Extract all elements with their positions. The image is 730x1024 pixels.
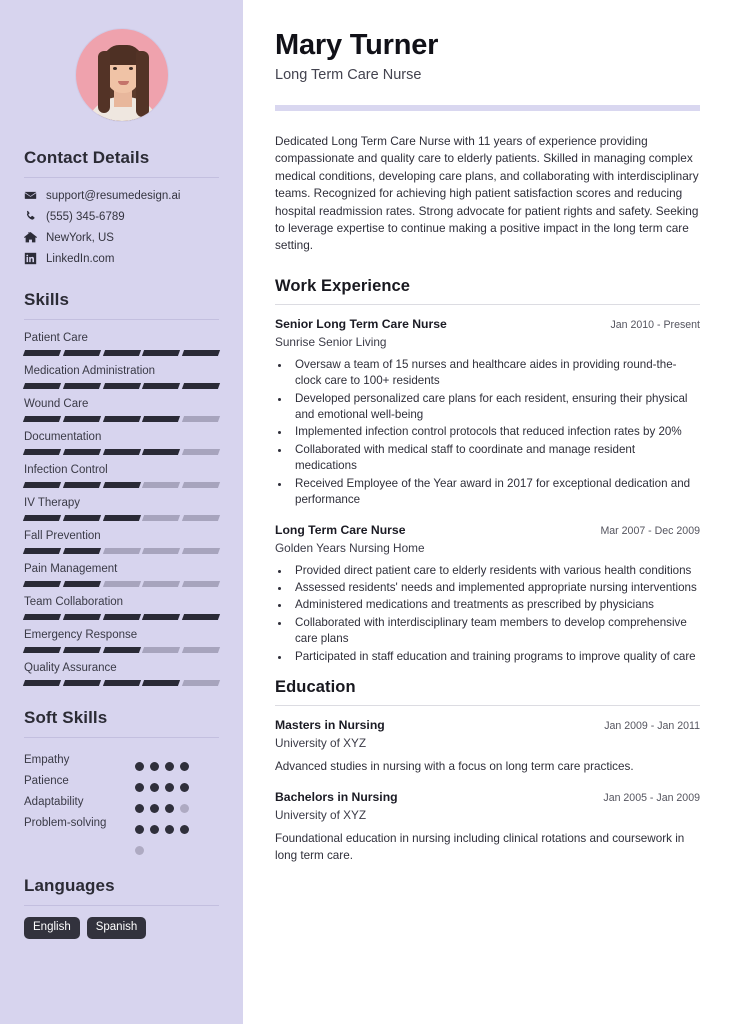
skill-label: Pain Management <box>24 563 118 575</box>
divider <box>24 177 219 178</box>
work-entry-org: Sunrise Senior Living <box>275 334 387 349</box>
skill-item <box>24 529 219 554</box>
skill-rating-bar <box>24 548 219 554</box>
skill-item <box>24 562 219 587</box>
divider <box>24 905 219 906</box>
work-entry <box>275 522 700 665</box>
skill-segment <box>63 515 101 521</box>
soft-skill-item <box>24 791 219 812</box>
contact-value-location: NewYork, US <box>46 231 114 244</box>
work-entry-title: Long Term Care Nurse <box>275 522 406 537</box>
skill-segment <box>63 416 101 422</box>
skill-rating-bar <box>24 647 219 653</box>
skill-segment <box>23 548 61 554</box>
soft-skill-label: Patience <box>24 774 69 787</box>
work-experience-heading: Work Experience <box>275 276 411 295</box>
skill-segment <box>182 449 220 455</box>
skill-segment <box>142 581 180 587</box>
education-entry-date: Jan 2005 - Jan 2009 <box>603 792 700 805</box>
skills-section <box>0 290 243 686</box>
skill-segment <box>142 515 180 521</box>
skill-segment <box>182 647 220 653</box>
skill-item <box>24 331 219 356</box>
divider <box>24 319 219 320</box>
skill-segment <box>23 482 61 488</box>
skill-label: Wound Care <box>24 398 89 410</box>
skill-item <box>24 595 219 620</box>
soft-skill-item <box>24 812 219 833</box>
education-heading: Education <box>275 677 356 696</box>
skill-segment <box>23 515 61 521</box>
soft-skill-dot <box>165 762 174 771</box>
contact-item-linkedin[interactable] <box>24 252 219 265</box>
language-tag[interactable]: English <box>24 917 80 939</box>
work-entry-date: Mar 2007 - Dec 2009 <box>600 524 700 537</box>
work-entry <box>275 316 700 509</box>
work-bullet: • Assessed residents' needs and implemented appropriate nursing interventions <box>291 580 700 596</box>
soft-skill-dot <box>150 783 159 792</box>
skill-segment <box>142 647 180 653</box>
accent-divider <box>275 105 700 111</box>
contact-item-email[interactable] <box>24 189 219 202</box>
linkedin-icon <box>24 252 37 265</box>
education-entry-list <box>275 717 700 865</box>
soft-skill-item <box>24 770 219 791</box>
soft-skill-dot <box>135 804 144 813</box>
soft-skill-label: Adaptability <box>24 795 84 808</box>
education-entry-description: Foundational education in nursing including clinical rotations and coursework in long term care. <box>275 832 685 862</box>
soft-skill-dot <box>135 825 144 834</box>
home-icon <box>24 231 37 244</box>
divider <box>275 304 700 305</box>
skill-rating-bar <box>24 449 219 455</box>
skill-segment <box>103 449 141 455</box>
skill-item <box>24 496 219 521</box>
skill-segment <box>182 416 220 422</box>
soft-skill-rating <box>135 783 197 792</box>
contact-section <box>0 148 243 265</box>
soft-skill-dot <box>180 783 189 792</box>
skill-rating-bar <box>24 350 219 356</box>
skill-rating-bar <box>24 680 219 686</box>
work-entry-date: Jan 2010 - Present <box>610 318 700 331</box>
soft-skill-dot <box>180 825 189 834</box>
skill-segment <box>103 482 141 488</box>
skill-segment <box>23 647 61 653</box>
skill-segment <box>182 383 220 389</box>
skill-rating-bar <box>24 416 219 422</box>
soft-skill-dot <box>180 804 189 813</box>
skill-label: IV Therapy <box>24 497 81 509</box>
skill-segment <box>63 647 101 653</box>
soft-skill-dot <box>135 783 144 792</box>
divider <box>24 737 219 738</box>
education-entry-title: Bachelors in Nursing <box>275 790 398 805</box>
avatar <box>75 28 169 122</box>
skill-segment <box>23 350 61 356</box>
work-bullet: • Administered medications and treatments as prescribed by physicians <box>291 597 700 613</box>
skill-segment <box>142 482 180 488</box>
skill-segment <box>103 548 141 554</box>
soft-skill-label: Problem-solving <box>24 816 107 829</box>
work-bullet: • Collaborated with interdisciplinary team members to develop comprehensive care plans <box>291 615 700 648</box>
skill-segment <box>23 614 61 620</box>
skill-item <box>24 430 219 455</box>
work-bullet-list <box>291 563 700 665</box>
skill-segment <box>142 680 180 686</box>
skill-rating-bar <box>24 581 219 587</box>
skill-item <box>24 628 219 653</box>
work-bullet: • Provided direct patient care to elderly residents with various health conditions <box>291 563 700 579</box>
work-entry-org: Golden Years Nursing Home <box>275 540 425 555</box>
education-section <box>275 678 700 865</box>
skill-item <box>24 397 219 422</box>
skill-label: Documentation <box>24 431 102 443</box>
skill-segment <box>182 482 220 488</box>
contact-item-location[interactable] <box>24 231 219 244</box>
skill-segment <box>63 581 101 587</box>
sidebar <box>0 0 243 1024</box>
contact-section-title: Contact Details <box>24 148 150 167</box>
skill-segment <box>63 350 101 356</box>
skill-item <box>24 661 219 686</box>
skill-segment <box>63 614 101 620</box>
contact-list <box>24 189 219 265</box>
skill-item <box>24 364 219 389</box>
skill-label: Patient Care <box>24 332 88 344</box>
skill-segment <box>63 548 101 554</box>
soft-skill-rating <box>135 825 197 834</box>
soft-skill-label: Empathy <box>24 753 70 766</box>
work-bullet: • Developed personalized care plans for each resident, ensuring their physical and emotional well-being <box>291 391 700 424</box>
skill-segment <box>142 548 180 554</box>
phone-icon <box>24 210 37 223</box>
contact-item-phone[interactable] <box>24 210 219 223</box>
contact-value-phone: (555) 345-6789 <box>46 210 125 223</box>
skills-section-title: Skills <box>24 290 70 309</box>
work-bullet: • Oversaw a team of 15 nurses and healthcare aides in providing round-the-clock care to 100+ residents <box>291 357 700 390</box>
divider <box>275 705 700 706</box>
skill-segment <box>23 449 61 455</box>
skill-segment <box>142 416 180 422</box>
work-bullet: • Implemented infection control protocols that reduced infection rates by 20% <box>291 424 700 440</box>
skill-segment <box>182 548 220 554</box>
soft-skill-rating-overflow <box>135 846 197 855</box>
soft-skill-dot <box>165 825 174 834</box>
main-content <box>243 0 730 1024</box>
contact-value-linkedin: LinkedIn.com <box>46 252 115 265</box>
soft-skill-dot <box>150 762 159 771</box>
work-bullet: • Participated in staff education and training programs to improve quality of care <box>291 649 700 665</box>
skill-rating-bar <box>24 614 219 620</box>
work-entry-header <box>275 522 700 539</box>
skill-label: Quality Assurance <box>24 662 117 674</box>
education-entry-header <box>275 789 700 806</box>
skill-segment <box>23 383 61 389</box>
professional-summary: Dedicated Long Term Care Nurse with 11 years of experience providing compassionate and quality care to elderly patients. Skilled in managing complex medical conditions, developing care plans, and collaborating with interdisciplinary teams. Recognized for achieving high patient satisfaction scores and reducing hospital readmission rates. Strong advocate for patient rights and safety. Seeking to leverage expertise to continue making a positive impact in the long term care setting. <box>275 134 699 253</box>
soft-skill-dot <box>135 762 144 771</box>
languages-section-title: Languages <box>24 876 115 895</box>
envelope-icon <box>24 189 37 202</box>
page-title: Mary Turner <box>275 29 439 61</box>
skill-segment <box>142 449 180 455</box>
soft-skill-overflow <box>24 833 219 854</box>
contact-value-email: support@resumedesign.ai <box>46 189 181 202</box>
education-entry-description: Advanced studies in nursing with a focus on long term care practices. <box>275 759 634 773</box>
skill-segment <box>182 350 220 356</box>
soft-skills-list <box>24 749 219 854</box>
skill-segment <box>182 581 220 587</box>
soft-skill-rating <box>135 762 197 771</box>
soft-skill-dot <box>180 762 189 771</box>
skill-segment <box>142 614 180 620</box>
job-title-subtitle: Long Term Care Nurse <box>275 67 422 83</box>
skill-segment <box>23 680 61 686</box>
soft-skill-rating <box>135 804 197 813</box>
education-entry-org: University of XYZ <box>275 808 367 823</box>
skill-rating-bar <box>24 482 219 488</box>
soft-skill-dot <box>150 825 159 834</box>
profile-photo-wrap <box>0 28 243 122</box>
skill-segment <box>63 383 101 389</box>
education-entry-title: Masters in Nursing <box>275 717 385 732</box>
skill-segment <box>103 647 141 653</box>
work-entry-list <box>275 316 700 665</box>
skill-segment <box>103 515 141 521</box>
skill-segment <box>182 680 220 686</box>
skill-segment <box>182 515 220 521</box>
skill-rating-bar <box>24 515 219 521</box>
skill-segment <box>103 581 141 587</box>
skill-segment <box>182 614 220 620</box>
skills-list <box>24 331 219 686</box>
work-bullet: • Collaborated with medical staff to coordinate and manage resident medications <box>291 442 700 475</box>
skill-segment <box>63 482 101 488</box>
skill-segment <box>23 416 61 422</box>
skill-label: Medication Administration <box>24 365 156 377</box>
skill-segment <box>142 383 180 389</box>
skill-segment <box>142 350 180 356</box>
work-experience-section <box>275 277 700 665</box>
skill-segment <box>63 449 101 455</box>
education-entry <box>275 717 700 776</box>
skill-segment <box>103 383 141 389</box>
language-tag-list <box>24 917 219 939</box>
education-entry-header <box>275 717 700 734</box>
skill-rating-bar <box>24 383 219 389</box>
languages-section <box>0 876 243 963</box>
work-bullet: • Received Employee of the Year award in 2017 for exceptional dedication and performance <box>291 476 700 509</box>
skill-segment <box>23 581 61 587</box>
skill-label: Infection Control <box>24 464 108 476</box>
skill-segment <box>103 614 141 620</box>
soft-skill-item <box>24 749 219 770</box>
education-entry-org: University of XYZ <box>275 735 367 750</box>
skill-label: Team Collaboration <box>24 596 124 608</box>
soft-skills-section-title: Soft Skills <box>24 708 108 727</box>
skill-label: Fall Prevention <box>24 530 101 542</box>
skill-segment <box>103 416 141 422</box>
skill-segment <box>103 350 141 356</box>
skill-item <box>24 463 219 488</box>
skill-segment <box>63 680 101 686</box>
soft-skill-dot <box>165 783 174 792</box>
soft-skill-dot <box>135 846 144 855</box>
work-entry-title: Senior Long Term Care Nurse <box>275 316 447 331</box>
language-tag[interactable]: Spanish <box>87 917 147 939</box>
work-entry-header <box>275 316 700 333</box>
skill-segment <box>103 680 141 686</box>
education-entry-date: Jan 2009 - Jan 2011 <box>604 719 700 732</box>
soft-skills-section <box>0 708 243 854</box>
soft-skill-dot <box>165 804 174 813</box>
education-entry <box>275 789 700 864</box>
soft-skill-dot <box>150 804 159 813</box>
work-bullet-list <box>291 357 700 509</box>
skill-label: Emergency Response <box>24 629 138 641</box>
